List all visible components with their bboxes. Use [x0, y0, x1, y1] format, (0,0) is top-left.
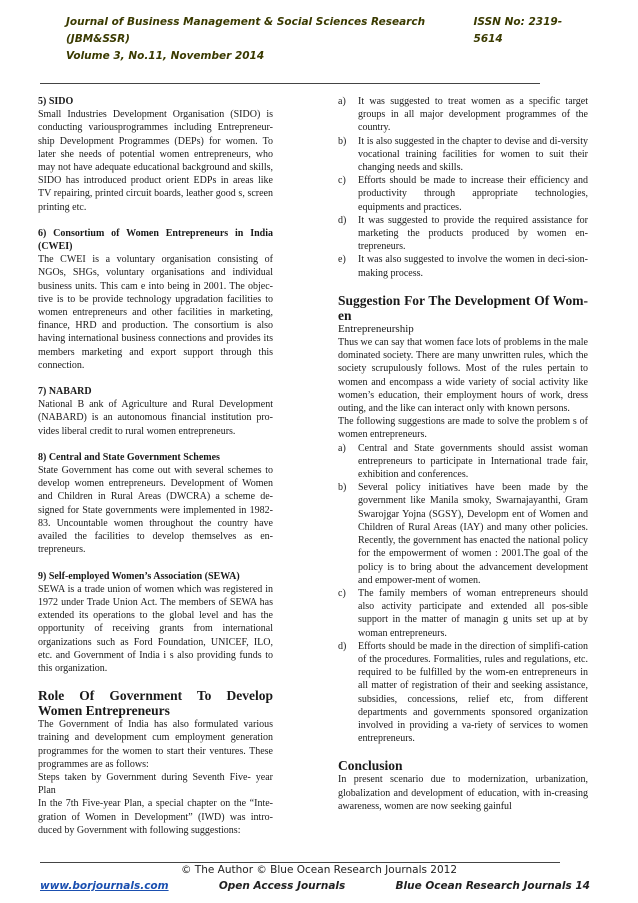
plan-suggestions-list: [338, 95, 588, 280]
paragraph-sido: Small Industries Development Organisation (SIDO) is conducting variousprogrammes including Entrepreneur-ship Development Programmes (DEPs) for women. To later she needs of potential women entrepreneurs, who may not have adequate educational background and skills, SIDO has introduced product orient EDPs in areas like TV repairing, printed circuit boards, leather good s, screen printing etc.: [38, 109, 273, 213]
paragraph-conclusion: In present scenario due to modernization, urbanization, globalization and development of education, with in-creasing awareness, women are now seeking gainful: [338, 774, 588, 812]
heading-conclusion: Conclusion: [338, 758, 403, 774]
paragraph-role-1: The Government of India has also formulated various training and development cum employment generation programmes for the women to start their ventures. These programmes are as follows:: [38, 719, 273, 770]
list-item: b) It is also suggested in the chapter to devise and di-versity vocational training facilities for women to suit their changing needs and skills.: [338, 135, 588, 174]
running-header: [66, 14, 586, 65]
section-heading-sido: 5) SIDO: [38, 96, 74, 107]
list-item: b) Several policy initiatives have been made by the government like Manila smoky, Swarnajayanthi, Gram Swarojgar Yojna (SGSY), Developm ent of Women and Children of Rural Areas (IAY) and many other policies. Recently, the government has enacted the national policy for the empowerment of women : 2001.The goal of the policy is to bring about the advancement development and empower-ment of women.: [338, 482, 588, 586]
paragraph-schemes: State Government has come out with several schemes to develop women entrepreneurs. Development of Women and Children in Rural Areas (DWCRA) a scheme de-signed for State governments were implemented in 1982-83. Uncountable women throughout the country have availed the facilities to develop themselves as en-trepreneurs.: [38, 465, 273, 556]
paragraph-role-2: Steps taken by Government during Seventh Five- year Plan: [38, 771, 273, 797]
list-item: c) Efforts should be made to increase their efficiency and productivity through appropriate technologies, equipments and practices.: [338, 175, 588, 213]
website-link[interactable]: www.borjournals.com: [40, 880, 169, 892]
list-item: e) It was also suggested to involve the women in deci-sion-making process.: [338, 254, 588, 279]
section-heading-cwei: 6) Consortium of Women Entrepreneurs in India (CWEI): [38, 227, 273, 253]
subheading-entrepreneurship: Entrepreneurship: [338, 322, 414, 335]
paragraph-role-3: In the 7th Five-year Plan, a special chapter on the “Inte-gration of Women in Development” (IWD) was intro-duced by Government with following suggestions:: [38, 798, 273, 836]
list-item: d) It was suggested to provide the required assistance for marketing the products produced by women en-trepreneurs.: [338, 214, 588, 253]
list-item: a) It was suggested to treat women as a specific target groups in all major development programmes of the country.: [338, 96, 588, 134]
paragraph-suggestion-2: The following suggestions are made to solve the problem s of women entrepreneurs.: [338, 416, 588, 441]
paragraph-nabard: National B ank of Agriculture and Rural Development (NABARD) is an autonomous financial institution pro-vides liberal credit to rural women entrepreneurs.: [38, 399, 273, 437]
section-heading-nabard: 7) NABARD: [38, 386, 92, 398]
paragraph-suggestion-1: Thus we can say that women face lots of problems in the male dominated society. There are many unwritten rules, which the society scrupulously follows. Most of the rules pertain to women and encompass a wide variety of social activity like women’s education, their employment hours of work, dress outing, and the like can interact only with known persons.: [338, 337, 588, 415]
heading-role-of-government: Role Of Government To Develop Women Entrepreneurs: [38, 688, 273, 719]
open-access-label: Open Access Journals: [218, 880, 346, 892]
section-heading-sewa: 9) Self-employed Women’s Association (SEWA): [38, 570, 240, 582]
right-column: [338, 95, 588, 813]
volume-info: Volume 3, No.11, November 2014: [66, 50, 265, 62]
list-item: d) Efforts should be made in the direction of simplifi-cation of the procedures. Formalities, rules and regulations, etc. required to be fulfilled by the wom-en entrepreneurs in all matter of registration of their and seeking assistance, subsidies, concessions, relief etc, from different departments and governments sponsored organization involved in providing a va-riety of services to women entrepreneurs.: [338, 640, 588, 745]
copyright-line: © The Author © Blue Ocean Research Journals 2012: [180, 864, 458, 876]
footer-divider: [40, 862, 560, 863]
section-heading-schemes: 8) Central and State Government Schemes: [38, 451, 220, 463]
heading-suggestion: Suggestion For The Development Of Wom-en: [338, 292, 588, 323]
header-divider: [40, 83, 540, 84]
footer: [40, 880, 590, 892]
journal-page-number: Blue Ocean Research Journals 14: [395, 880, 590, 892]
list-item: a) Central and State governments should assist woman entrepreneurs to participate in International trade fair, exhibition and conferences.: [338, 442, 588, 481]
paragraph-sewa: SEWA is a trade union of women which was registered in 1972 under Trade Union Act. The members of SEWA has extended its operations to the global level and has the opportunity of receiving grants from international organizations such as Ford Foundation, UNICEF, ILO, etc. and Government of India i s also providing funds to this organization.: [38, 583, 273, 674]
list-item: c) The family members of woman entrepreneurs should also activity participate and extended all pos-sible support in the matter of managin g units set up at by woman entrepreneurs.: [338, 587, 588, 639]
journal-title: Journal of Business Management & Social Sciences Research (JBM&SSR): [66, 16, 426, 45]
left-column: [38, 95, 273, 837]
paragraph-cwei: The CWEI is a voluntary organisation consisting of NGOs, SHGs, voluntary organisations and individual business units. This cam e into being in 2001. The objec-tive is to be provide technology upgradation facilities to women entrepreneurs and other facilities in marketing, finance, HRD and production. The consortium is also having international business connections and provides its members marketing and export support through this connection.: [38, 254, 273, 371]
solutions-list: [338, 442, 588, 746]
issn: ISSN No: 2319-5614: [473, 16, 563, 45]
